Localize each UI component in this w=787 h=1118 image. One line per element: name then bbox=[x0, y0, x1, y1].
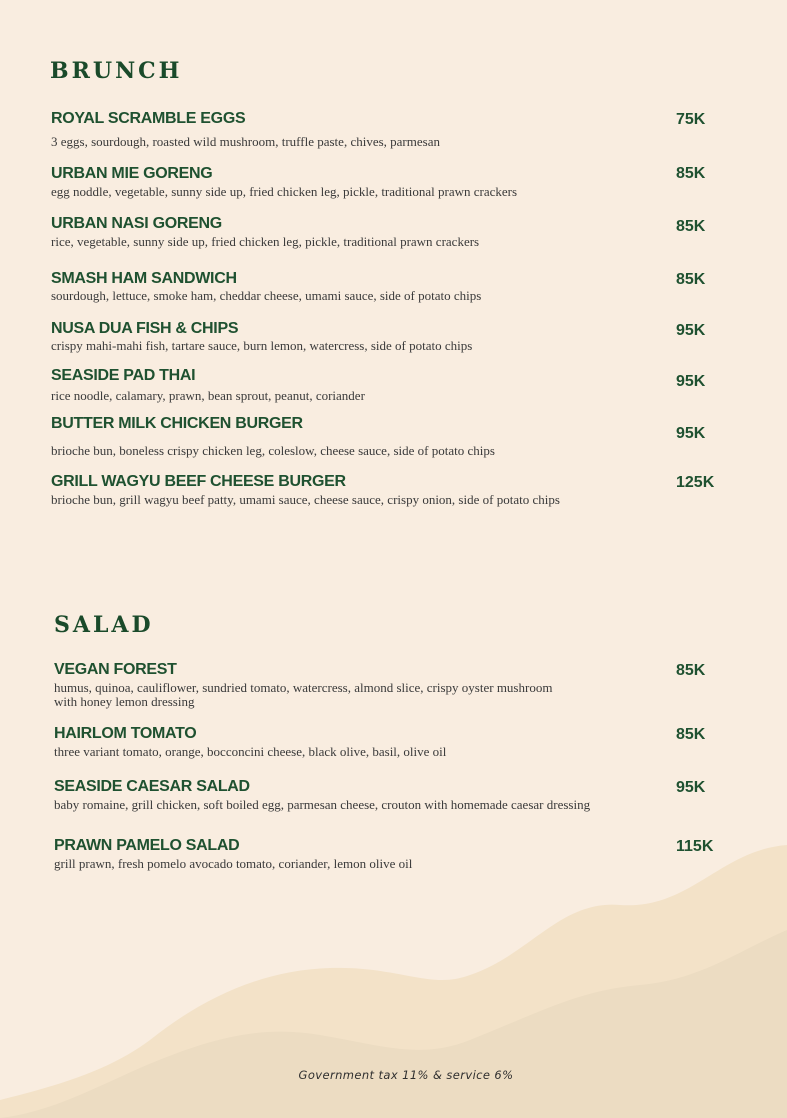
item-price: 85K bbox=[676, 726, 706, 743]
item-description: brioche bun, grill wagyu beef patty, umami sauce, cheese sauce, crispy onion, side of potato chips bbox=[51, 492, 560, 507]
item-name: SMASH HAM SANDWICH bbox=[51, 270, 237, 287]
item-price: 95K bbox=[676, 373, 706, 390]
item-name: ROYAL SCRAMBLE EGGS bbox=[51, 110, 246, 127]
item-description: grill prawn, fresh pomelo avocado tomato, coriander, lemon olive oil bbox=[54, 856, 413, 871]
item-name: SEASIDE CAESAR SALAD bbox=[54, 778, 250, 795]
salad-section-title: SALAD bbox=[54, 612, 154, 638]
item-price: 85K bbox=[676, 165, 706, 182]
item-description-continued: with honey lemon dressing bbox=[54, 694, 195, 709]
tax-service-note: Government tax 11% & service 6% bbox=[298, 1068, 514, 1082]
item-description: brioche bun, boneless crispy chicken leg, coleslow, cheese sauce, side of potato chips bbox=[51, 443, 495, 458]
item-description: crispy mahi-mahi fish, tartare sauce, burn lemon, watercress, side of potato chips bbox=[51, 338, 473, 353]
item-price: 95K bbox=[676, 322, 706, 339]
item-name: URBAN MIE GORENG bbox=[51, 165, 213, 182]
item-name: NUSA DUA FISH & CHIPS bbox=[51, 320, 239, 337]
item-description: sourdough, lettuce, smoke ham, cheddar cheese, umami sauce, side of potato chips bbox=[51, 288, 482, 303]
item-price: 85K bbox=[676, 218, 706, 235]
item-name: HAIRLOM TOMATO bbox=[54, 725, 197, 742]
item-description: three variant tomato, orange, bocconcini cheese, black olive, basil, olive oil bbox=[54, 744, 447, 759]
item-description: baby romaine, grill chicken, soft boiled egg, parmesan cheese, crouton with homemade caesar dressing bbox=[54, 797, 591, 812]
item-description: 3 eggs, sourdough, roasted wild mushroom, truffle paste, chives, parmesan bbox=[51, 134, 440, 149]
item-price: 95K bbox=[676, 425, 706, 442]
item-name: PRAWN PAMELO SALAD bbox=[54, 837, 240, 854]
item-price: 95K bbox=[676, 779, 706, 796]
item-name: VEGAN FOREST bbox=[54, 661, 177, 678]
item-price: 85K bbox=[676, 271, 706, 288]
item-name: URBAN NASI GORENG bbox=[51, 215, 222, 232]
item-description: rice noodle, calamary, prawn, bean sprout, peanut, coriander bbox=[51, 388, 365, 403]
item-description: humus, quinoa, cauliflower, sundried tomato, watercress, almond slice, crispy oyster mushroom bbox=[54, 680, 553, 695]
item-price: 115K bbox=[676, 838, 714, 855]
item-name: GRILL WAGYU BEEF CHEESE BURGER bbox=[51, 473, 346, 490]
item-name: SEASIDE PAD THAI bbox=[51, 367, 196, 384]
item-price: 85K bbox=[676, 662, 706, 679]
item-description: egg noddle, vegetable, sunny side up, fried chicken leg, pickle, traditional prawn crackers bbox=[51, 184, 518, 199]
item-name: BUTTER MILK CHICKEN BURGER bbox=[51, 415, 303, 432]
item-description: rice, vegetable, sunny side up, fried chicken leg, pickle, traditional prawn crackers bbox=[51, 234, 480, 249]
item-price: 75K bbox=[676, 111, 706, 128]
brunch-section-title: BRUNCH bbox=[50, 58, 183, 84]
item-price: 125K bbox=[676, 474, 715, 491]
